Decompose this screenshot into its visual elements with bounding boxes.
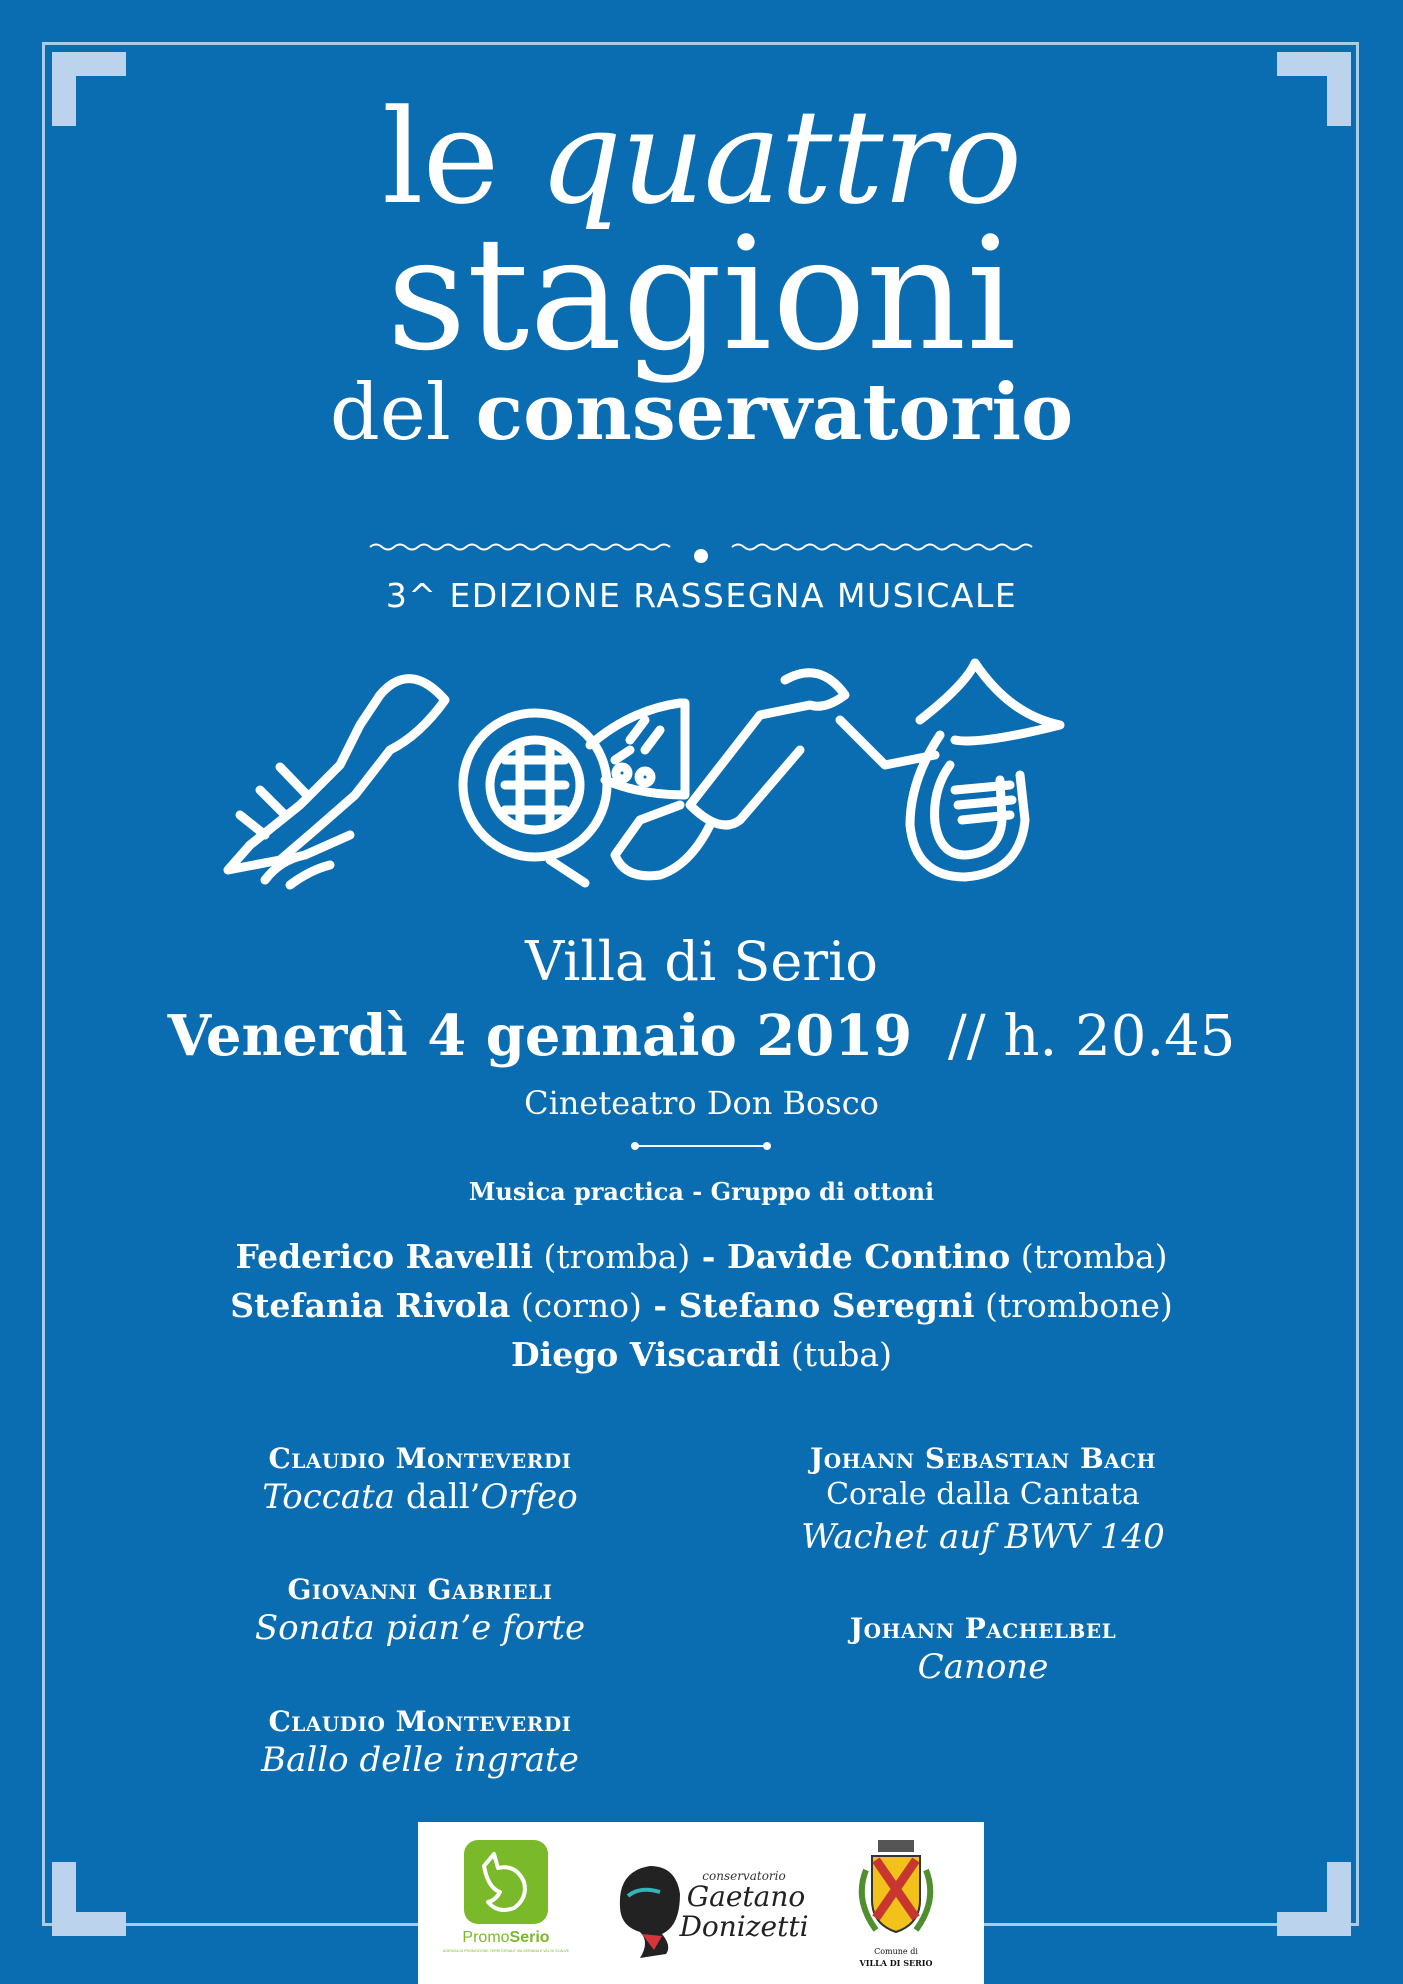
work-subtitle: Corale dalla Cantata: [826, 1477, 1140, 1512]
svg-text:PromoSerio: PromoSerio: [462, 1929, 550, 1946]
performers-list: [0, 1232, 1403, 1379]
svg-text:VILLA DI SERIO: VILLA DI SERIO: [859, 1958, 933, 1968]
svg-text:conservatorio: conservatorio: [702, 1869, 786, 1883]
composer-name: Johann Pachelbel: [849, 1612, 1117, 1645]
corner-bottom-left: [52, 1862, 126, 1936]
poster-title: [0, 81, 1403, 458]
composer-name: Johann Sebastian Bach: [809, 1442, 1156, 1475]
composer-name: Claudio Monteverdi: [268, 1442, 572, 1475]
program-item: [140, 1442, 700, 1519]
villa-di-serio-crest: [846, 1830, 946, 1980]
svg-text:Comune di: Comune di: [874, 1947, 918, 1956]
composer-name: Claudio Monteverdi: [268, 1705, 572, 1738]
divider-ornament: [630, 1141, 772, 1151]
work-title: Ballo delle ingrate: [261, 1740, 579, 1780]
ensemble-name: Musica practica - Gruppo di ottoni: [468, 1177, 935, 1206]
tuba-icon: [840, 663, 1060, 877]
performer-role: (tuba): [780, 1335, 892, 1374]
work-title: Sonata pian’e forte: [254, 1608, 586, 1648]
event-date: Venerdì 4 gennaio 2019: [167, 1003, 913, 1069]
event-venue: Cineteatro Don Bosco: [524, 1084, 879, 1122]
performers-row: [0, 1330, 1403, 1379]
performer-name: Stefania Rivola: [230, 1286, 511, 1325]
trumpet-icon: [228, 679, 445, 885]
work-title: Toccata dall’Orfeo: [262, 1477, 578, 1517]
composer-name: Giovanni Gabrieli: [287, 1573, 553, 1606]
performer-name: Diego Viscardi: [511, 1335, 781, 1374]
program-item: [140, 1705, 700, 1782]
corner-bottom-right: [1277, 1862, 1351, 1936]
performer-role: (tromba): [1010, 1237, 1168, 1276]
performer-name: Federico Ravelli: [235, 1237, 534, 1276]
edition-label: 3^ EDIZIONE RASSEGNA MUSICALE: [385, 576, 1018, 615]
french-horn-icon: [463, 703, 685, 883]
svg-text:Gaetano: Gaetano: [686, 1880, 806, 1913]
performer-name: Davide Contino: [726, 1237, 1011, 1276]
svg-text:AGENZIA DI PROMOZIONE TERRITOR: AGENZIA DI PROMOZIONE TERRITORIALE VALSERIANA E VAL DI SCALVE: [442, 1949, 570, 1953]
program-item: [703, 1612, 1263, 1689]
title-line-3: del conservatorio: [329, 367, 1074, 458]
performers-row: Federico Ravelli (tromba) - Davide Contino (tromba): [235, 1237, 1168, 1276]
program-item: [703, 1442, 1263, 1559]
sponsor-logos: [418, 1822, 984, 1984]
work-title: Canone: [917, 1647, 1049, 1687]
event-town: Villa di Serio: [525, 930, 878, 993]
performer-role: (tromba): [533, 1237, 691, 1276]
svg-text:Donizetti: Donizetti: [679, 1910, 809, 1943]
program-item: [140, 1573, 700, 1650]
title-line-2: stagioni: [386, 203, 1017, 385]
promoserio-logo: [442, 1836, 570, 1966]
performer-role: (corno): [510, 1286, 642, 1325]
event-time: // h. 20.45: [947, 1004, 1236, 1069]
event-datetime: [0, 1003, 1403, 1069]
conservatorio-donizetti-logo: [610, 1846, 810, 1966]
title-line-1: le quattro: [381, 81, 1022, 233]
wavy-ornament: [370, 538, 1032, 566]
performers-row: Stefania Rivola (corno) - Stefano Seregni (trombone): [230, 1286, 1173, 1325]
work-title: Wachet auf BWV 140: [801, 1517, 1165, 1557]
performer-name: Stefano Seregni: [678, 1286, 975, 1325]
instruments-illustration: [220, 655, 1180, 900]
performer-role: (trombone): [974, 1286, 1173, 1325]
trombone-icon: [615, 673, 845, 876]
